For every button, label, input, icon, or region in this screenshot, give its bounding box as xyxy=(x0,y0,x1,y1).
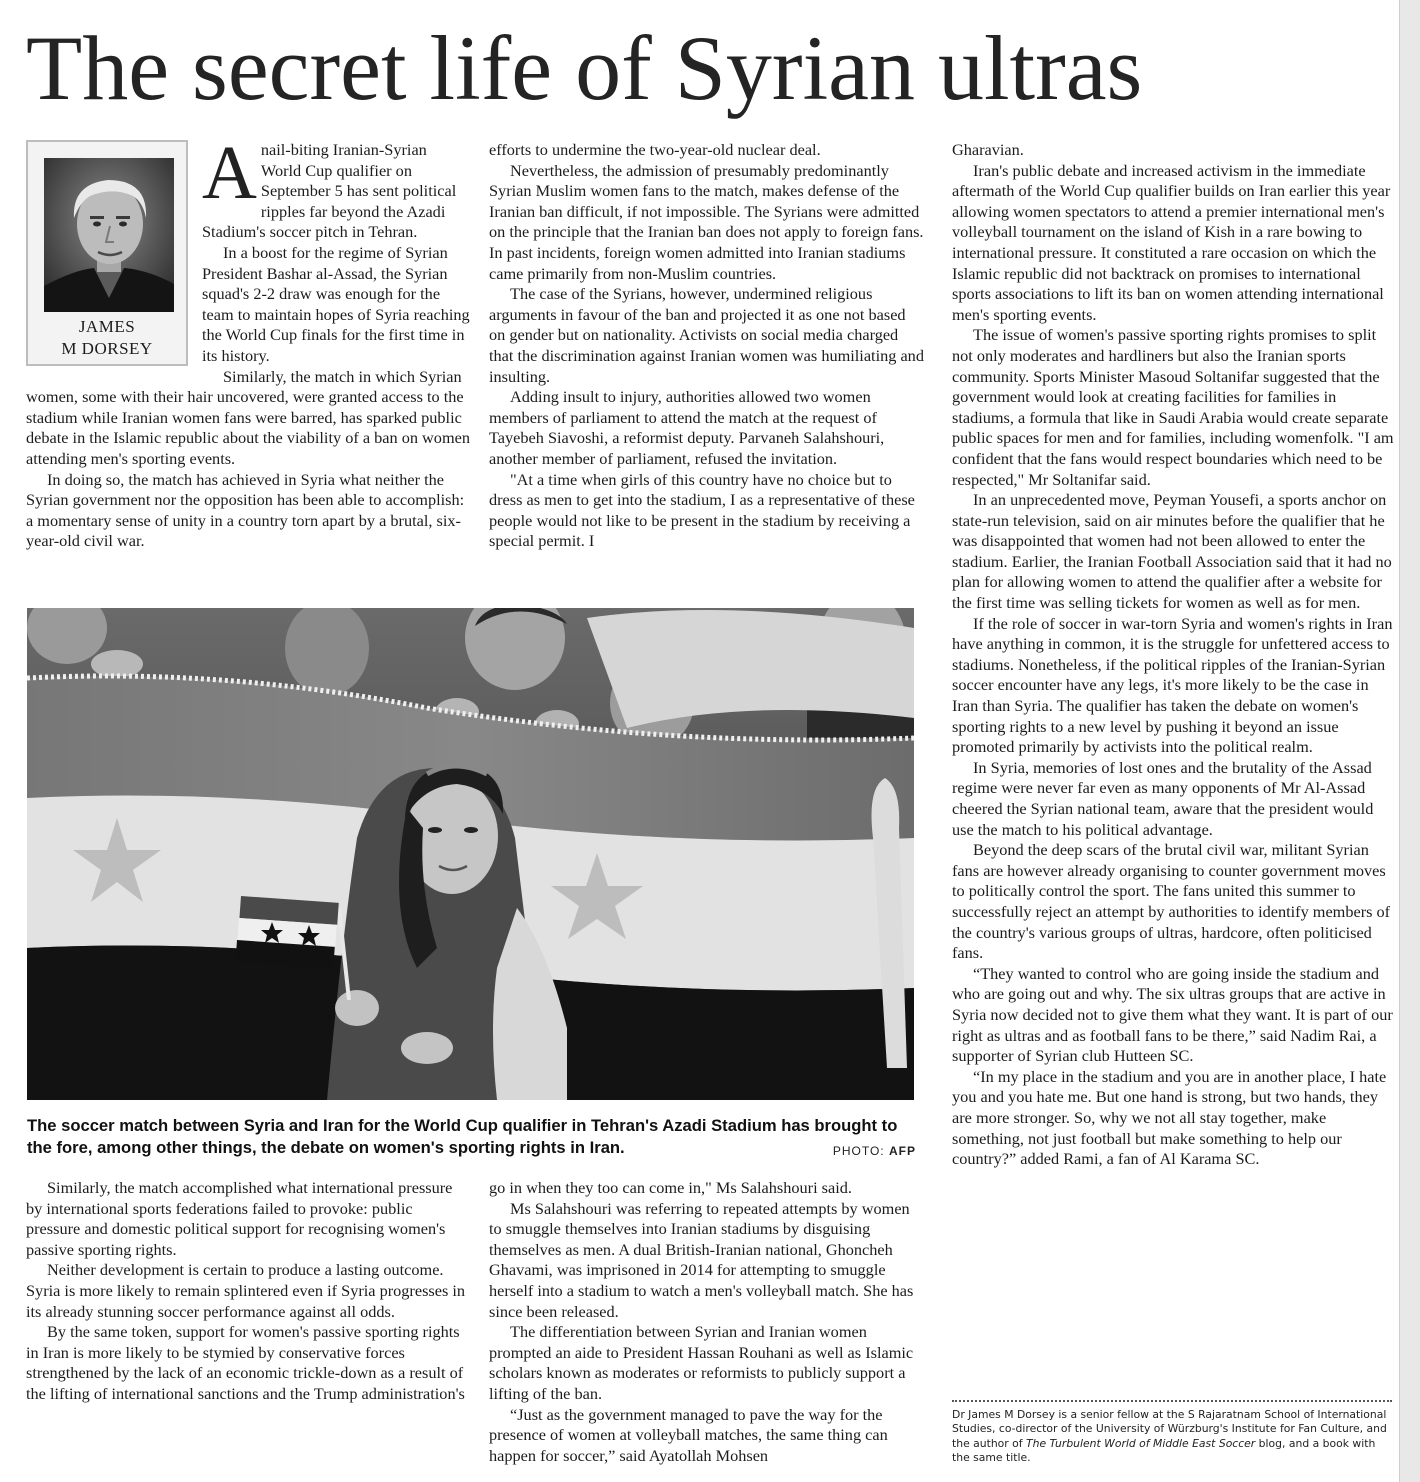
photo-credit-label: PHOTO: xyxy=(832,1144,885,1158)
paragraph: “In my place in the stadium and you are in another place, I hate you and you hate me. But one hand is strong, but two hands, they are more stronger. So, why we not all stay together, make something, not just football but make something to help our country?” added Rami, a fan of Al Karama SC. xyxy=(952,1066,1387,1169)
paragraph-intro-text: nail-biting Iranian-Syrian World Cup qualifier on September 5 has sent political ripples far beyond the Azadi Stadium's soccer pitch in Tehran. xyxy=(202,140,457,242)
column-2-bottom xyxy=(489,1178,925,1466)
author-photo xyxy=(44,158,174,312)
paragraph: Ms Salahshouri was referring to repeated attempts by women to smuggle themselves into Iranian stadiums by disguising themselves as men. A dual British-Iranian national, Ghoncheh Ghavami, was imprisoned in 2014 for attempting to smuggle herself into a stadium to watch a men's volleyball match. She has since been released. xyxy=(489,1198,914,1321)
column-1-top xyxy=(26,131,470,552)
author-bio xyxy=(952,1408,1392,1466)
photo-caption: The soccer match between Syria and Iran for the World Cup qualifier in Tehran's Azadi Stadium has brought to the fore, among other things, the debate on women's sporting rights in Iran. xyxy=(27,1116,898,1157)
paragraph: Similarly, the match in which Syrian women, some with their hair uncovered, were granted access to the stadium while Iranian women fans were barred, has sparked public debate in the Islamic republic about the viability of a ban on women attending men's sporting events. xyxy=(26,366,470,468)
paragraph: By the same token, support for women's passive sporting rights in Iran is more likely to be stymied by conservative forces strengthened by the lack of an economic trickle-down as a result of the lifting of international sanctions and the Trump administration's xyxy=(26,1322,465,1403)
paragraph: In doing so, the match has achieved in Syria what neither the Syrian government nor the opposition has been able to accomplish: a momentary sense of unity in a country torn apart by a brutal, six-year-old civil war. xyxy=(26,469,465,551)
headline: The secret life of Syrian ultras xyxy=(26,17,1143,119)
paragraph: “Just as the government managed to pave the way for the presence of women at volleyball matches, the same thing can happen for soccer,” said Ayatollah Mohsen xyxy=(489,1404,888,1465)
paragraph: Nevertheless, the admission of presumably predominantly Syrian Muslim women fans to the match, makes defense of the Iranian ban difficult, if not impossible. The Syrians were admitted on the principle that the Iranian ban does not apply to foreign fans. In past incidents, foreign women admitted into Iranian stadiums came primarily from non-Muslim countries. xyxy=(489,160,924,283)
paragraph: Adding insult to injury, authorities allowed two women members of parliament to attend the match at the request of Tayebeh Siavoshi, a reformist deputy. Parvaneh Salahshouri, another member of parliament, refused the invitation. xyxy=(489,387,885,468)
paragraph: Gharavian. xyxy=(952,140,1024,159)
author-box xyxy=(26,140,188,366)
scrollbar-track[interactable] xyxy=(1399,0,1420,1482)
author-last-name: M DORSEY xyxy=(61,339,153,358)
paragraph: Iran's public debate and increased activism in the immediate aftermath of the World Cup qualifier builds on Iran earlier this year allowing women spectators to attend a premier international men's volleyball tournament on the island of Kish in a rare bowing to international pressure. It constituted a rare occasion on which the Islamic republic did not backtrack on promises to international sports associations to lift its ban on women attending international men's sporting events. xyxy=(952,160,1391,324)
paragraph: In an unprecedented move, Peyman Yousefi, a sports anchor on state-run television, said on air minutes before the qualifier that he was disappointed that women had not been allowed to enter the stadium. Earlier, the Iranian Football Association said that it had no plan for allowing women to attend the qualifier after a website for the first time was selling tickets for women as well as for men. xyxy=(952,490,1392,613)
paragraph: The issue of women's passive sporting rights promises to split not only moderates and hardliners but also the Iranian sports community. Sports Minister Masoud Soltanifar suggested that the government would look at creating facilities for families in stadiums, a formula that like in Saudi Arabia would create separate public spaces for men and for families, including womenfolk. "I am confident that the fans would respect boundaries which need to be respected," Mr Soltanifar said. xyxy=(952,325,1394,489)
paragraph: “They wanted to control who are going inside the stadium and who are going out and why. The six ultras groups that are active in Syria now decided not to give them what they want. It is part of our right as ultras and as football fans to be there,” said Nadim Rai, a supporter of Syrian club Hutteen SC. xyxy=(952,963,1393,1066)
photo-credit xyxy=(820,1144,916,1158)
paragraph: In Syria, memories of lost ones and the brutality of the Assad regime were never far even as many opponents of Mr Al-Assad cheered the Syrian national team, aware that the president would use the match to his political advantage. xyxy=(952,757,1374,839)
author-bio-text: Dr James M Dorsey is a senior fellow at the S Rajaratnam School of International Studies, co-director of the University of Würzburg's Institute for Fan Culture, and the author of xyxy=(952,1408,1387,1450)
main-photo xyxy=(27,608,914,1100)
drop-cap: A xyxy=(202,131,257,215)
paragraph: Similarly, the match accomplished what international pressure by international sports federations failed to provoke: public pressure and domestic political support for recognising women's passive sporting rights. xyxy=(26,1178,453,1259)
paragraph: efforts to undermine the two-year-old nuclear deal. xyxy=(489,140,821,159)
column-2-top xyxy=(489,140,925,552)
paragraph: The differentiation between Syrian and Iranian women prompted an aide to President Hassan Rouhani as well as Islamic scholars known as moderates or reformists to publicly support a lifting of the ban. xyxy=(489,1322,914,1403)
paragraph: If the role of soccer in war-torn Syria and women's rights in Iran have anything in common, it is the struggle for unfettered access to stadiums. Nonetheless, if the political ripples of the Iranian-Syrian soccer encounter have any legs, it's more likely to be the case in Iran than Syria. The qualifier has taken the debate on women's sporting rights to a new level by pushing it beyond an issue promoted primarily by activists into the political realm. xyxy=(952,613,1393,757)
paragraph: The case of the Syrians, however, undermined religious arguments in favour of the ban and projected it as one not based on gender but on nationality. Activists on social media charged that the discrimination against Iranian women was humiliating and insulting. xyxy=(489,284,924,386)
author-first-name: JAMES xyxy=(78,317,136,336)
author-bio-tail: blog, and a book with the same title. xyxy=(952,1436,1376,1465)
syrian-flag-fan-photo xyxy=(27,608,914,1100)
paragraph: Neither development is certain to produce a lasting outcome. Syria is more likely to remain splintered even if Syria progresses in its already stunning soccer performance against all odds. xyxy=(26,1260,466,1321)
photo-credit-source: AFP xyxy=(889,1144,916,1158)
paragraph: go in when they too can come in," Ms Salahshouri said. xyxy=(489,1178,852,1197)
paragraph: "At a time when girls of this country have no choice but to dress as men to get into the stadium, I as a representative of these people would not like to be present in the stadium by receiving a special permit. I xyxy=(489,469,915,551)
paragraph: Beyond the deep scars of the brutal civil war, militant Syrian fans are however already organising to counter government moves to politically control the sport. The fans united this summer to successfully reject an attempt by authorities to identify members of the country's various groups of ultras, hardcore, often politicised fans. xyxy=(952,840,1391,963)
column-3 xyxy=(952,140,1396,1170)
author-bio-title: The Turbulent World of Middle East Soccer xyxy=(1026,1436,1256,1450)
paragraph: In a boost for the regime of Syrian President Bashar al-Assad, the Syrian squad's 2-2 draw was enough for the team to maintain hopes of Syria reaching the World Cup finals for the first time in its history. xyxy=(202,242,470,365)
author-name xyxy=(28,316,186,360)
column-1-bottom xyxy=(26,1178,470,1405)
bio-divider xyxy=(952,1400,1392,1402)
